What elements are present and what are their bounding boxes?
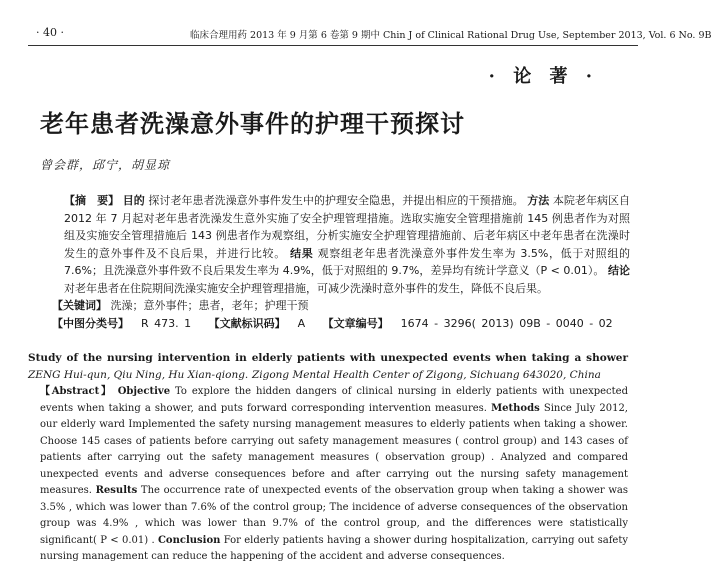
en-abstract-label: 【Abstract】 [40,386,113,397]
en-results-text: The occurrence rate of unexpected events of the observation group when taking a shower was 3.5% , which was lower than 7.6% of the control group; The incidence of adverse consequences of the observation group was 4.9% , which was lower than 9.7% of the control group, and the differences were statistically significant( P < 0.01) . [40,485,629,546]
objective-text: 探讨老年患者洗澡意外事件发生中的护理安全隐患，并提出相应的干预措施。 [148,194,524,207]
results-label: 结果 [290,246,314,260]
en-objective-label: Objective [117,386,171,397]
en-conclusion-label: Conclusion [157,534,221,546]
doc-value: A [297,317,306,330]
abstract-label: 【摘 要】 [64,194,120,207]
clc-label: 【中图分类号】 [52,317,129,330]
clc-value: R 473. 1 [141,317,192,330]
page-header [0,0,711,48]
section-label: · 论 著 · [488,66,598,87]
en-results-label: Results [95,485,138,496]
methods-text: 本院老年病区自 2012 年 7 月起对老年患者洗澡发生意外实施了安全护理管理措施。选取实施安全管理措施前 145 例患者作为对照组及实施安全管理措施后 143 例患者作为观察组，分析实施安全护理管理措施前、后老年病区中老年患者在洗澡时发生的意外事件及不良后果，并进行比较。 [64,194,631,260]
results-text: 观察组老年患者洗澡意外事件发生率为 3.5%，低于对照组的 7.6%；且洗澡意外事件致不良后果发生率为 4.9%，低于对照组的 9.7%，差异均有统计学意义（P < 0.01）。 [64,246,631,277]
english-authors: ZENG Hui-qun, Qiu Ning, Hu Xian-qiong. [28,369,249,381]
english-affiliation: Zigong Mental Health Center of Zigong, Sichuang 643020, China [251,369,601,381]
abstract-chinese [40,192,630,297]
abstract-english [28,384,628,566]
header-rule [28,45,638,46]
methods-label: 方法 [527,194,550,207]
english-title-block [28,350,628,384]
keywords-label: 【关键词】 [52,299,107,312]
authors: 曾会群，邱宁，胡显琼 [40,158,171,172]
article-number-label: 【文章编号】 [322,317,389,330]
classification-line [40,315,625,331]
running-head: 临床合理用药 2013 年 9 月第 6 卷第 9 期中 Chin J of Clinical Rational Drug Use, September 2013, Vol. 6 No. 9B [190,30,711,41]
conclusion-text: 对老年患者在住院期间洗澡实施安全护理管理措施，可减少洗澡时意外事件的发生，降低不良后果。 [64,281,548,295]
conclusion-label: 结论 [607,264,631,277]
article-number-value: 1674 - 3296( 2013) 09B - 0040 - 02 [400,317,613,330]
en-objective-text: To explore the hidden dangers of clinical nursing in elderly patients with unexpected events when taking a shower, and puts forward corresponding intervention measures. [40,386,628,414]
english-title: Study of the nursing intervention in elderly patients with unexpected events when taking a shower [28,352,628,364]
keywords [40,297,309,313]
en-methods-label: Methods [491,402,540,414]
en-methods-text: Since July 2012, our elderly ward Implemented the safety nursing management measures to elderly patients when taking a shower. Choose 145 cases of patients before carrying out safety management measures ( control group) and 143 cases of patients after carrying out the safety management measures ( observation group) . Analyzed and compared unexpected events and adverse consequences before and after carrying out the nursing safety management measures. [40,402,628,496]
page-number: · 40 · [36,26,64,39]
doc-label: 【文献标识码】 [208,317,286,330]
en-conclusion-text: For elderly patients having a shower during hospitalization, carrying out safety nursing management can reduce the happening of the accident and adverse consequences. [40,534,628,562]
keywords-text: 洗澡；意外事件；患者，老年；护理干预 [110,299,309,312]
objective-label: 目的 [122,194,145,207]
article-title: 老年患者洗澡意外事件的护理干预探讨 [40,110,465,138]
